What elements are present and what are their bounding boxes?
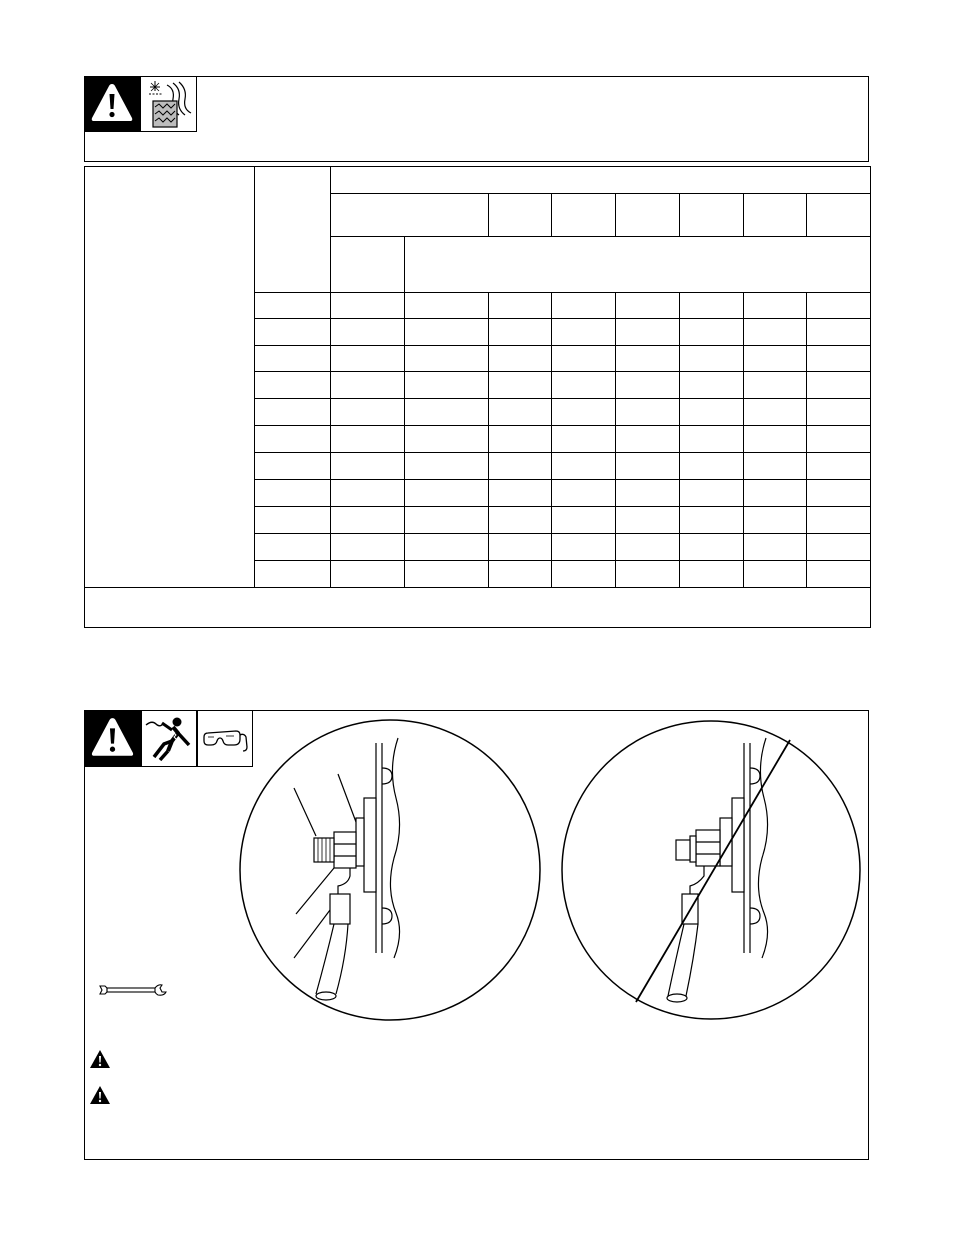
table-hline [84,587,871,588]
table-vline [615,193,616,236]
warning-triangle-icon [84,710,141,767]
table-vline [679,292,680,587]
incorrect-connection-diagram [560,718,862,1022]
table-vline [743,292,744,587]
table-hline [254,318,871,319]
hot-parts-warning-box [84,76,869,162]
table-hline [330,236,871,237]
table-hline [254,371,871,372]
warning-triangle-icon [89,1085,111,1105]
table-hline [254,506,871,507]
correct-connection-diagram [238,718,542,1022]
table-hline [254,479,871,480]
table-vline [551,292,552,587]
table-vline [404,236,405,587]
table-vline [551,193,552,236]
table-vline [806,193,807,236]
electric-shock-icon [141,710,197,767]
table-vline [806,292,807,587]
table-hline [254,452,871,453]
table-vline [330,166,331,587]
table-vline [679,193,680,236]
table-vline [488,292,489,587]
table-hline [254,345,871,346]
warning-tile [84,710,141,767]
wrench-icon [98,983,168,997]
table-hline [254,425,871,426]
warning-triangle-icon [84,76,140,132]
hot-parts-icon [140,76,197,132]
table-vline [615,292,616,587]
table-hline [254,292,871,293]
table-hline [254,533,871,534]
warning-triangle-icon [89,1049,111,1069]
warning-tile [84,76,140,132]
table-vline [254,166,255,587]
table-hline [254,398,871,399]
table-hline [254,560,871,561]
table-vline [488,193,489,236]
table-vline [743,193,744,236]
table-hline [330,193,871,194]
